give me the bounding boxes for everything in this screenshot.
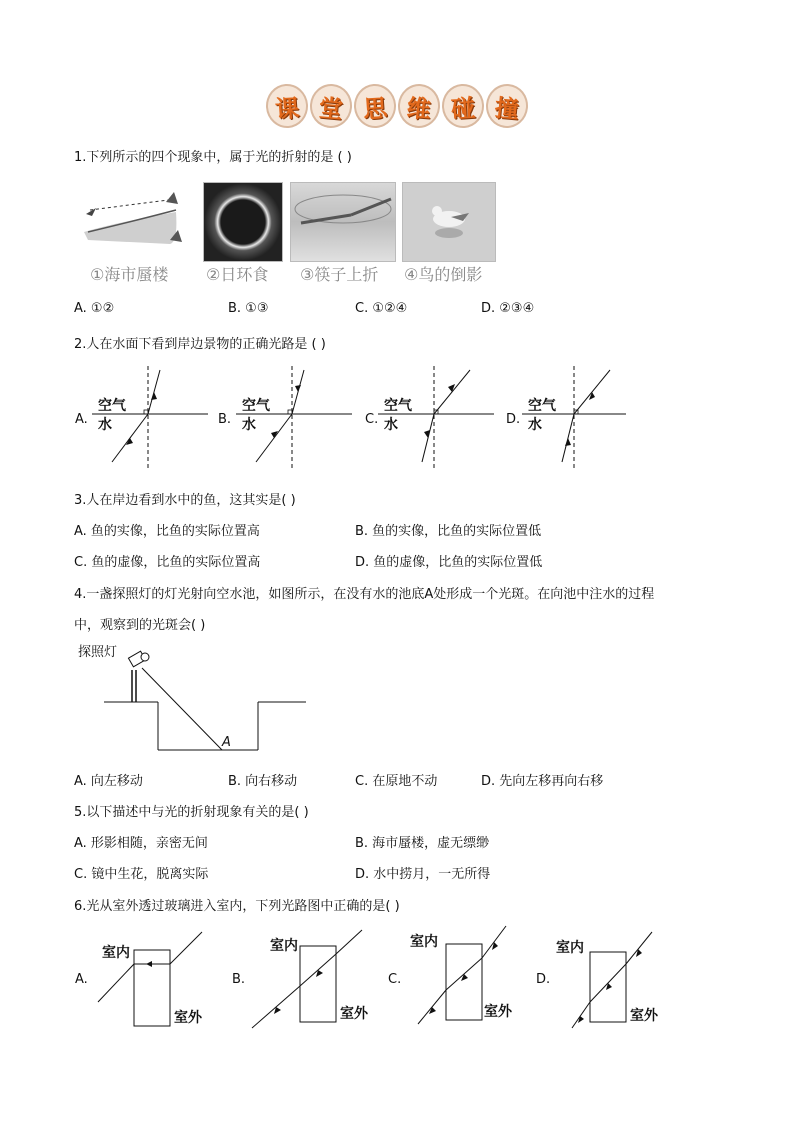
indoor-label: 室内 bbox=[270, 938, 298, 954]
bird-reflection-photo bbox=[402, 182, 496, 262]
title-char: 撞 bbox=[484, 82, 530, 129]
option-c[interactable]: C. 镜中生花，脱离实际 bbox=[74, 867, 209, 882]
air-label: 空气 bbox=[528, 398, 556, 414]
mirage-image bbox=[78, 182, 190, 260]
glass-diagram-c bbox=[408, 924, 538, 1028]
outdoor-label: 室外 bbox=[630, 1008, 658, 1024]
indoor-label: 室内 bbox=[410, 934, 438, 950]
section-title bbox=[266, 84, 528, 128]
option-c[interactable]: C. bbox=[388, 972, 402, 987]
option-d[interactable]: D. 先向左移再向右移 bbox=[481, 774, 604, 789]
option-a[interactable]: A. 向左移动 bbox=[74, 774, 143, 789]
question-6-stem: 6.光从室外透过玻璃进入室内，下列光路图中正确的是( ) bbox=[74, 899, 400, 914]
title-char: 课 bbox=[265, 83, 310, 130]
title-char: 碰 bbox=[441, 83, 486, 130]
option-a[interactable]: A. ①② bbox=[74, 301, 115, 316]
option-d[interactable]: D. bbox=[506, 412, 521, 427]
indoor-label: 室内 bbox=[102, 945, 130, 961]
image-caption: ④鸟的倒影 bbox=[404, 265, 483, 284]
option-a[interactable]: A. bbox=[75, 412, 88, 427]
point-a-label: A bbox=[222, 735, 231, 750]
question-3-stem: 3.人在岸边看到水中的鱼，这其实是( ) bbox=[74, 493, 296, 508]
water-label: 水 bbox=[528, 417, 542, 433]
question-5-stem: 5.以下描述中与光的折射现象有关的是( ) bbox=[74, 805, 309, 820]
refraction-diagram-a bbox=[92, 366, 212, 470]
option-d[interactable]: D. bbox=[536, 972, 551, 987]
water-label: 水 bbox=[242, 417, 256, 433]
refraction-diagram-c bbox=[378, 366, 498, 470]
option-b[interactable]: B. 向右移动 bbox=[228, 774, 298, 789]
option-b[interactable]: B. 鱼的实像，比鱼的实际位置低 bbox=[355, 524, 542, 539]
option-c[interactable]: C. 在原地不动 bbox=[355, 774, 438, 789]
water-label: 水 bbox=[384, 417, 398, 433]
question-1-stem: 1.下列所示的四个现象中，属于光的折射的是 ( ) bbox=[74, 150, 352, 165]
water-label: 水 bbox=[98, 417, 112, 433]
option-b[interactable]: B. bbox=[232, 972, 246, 987]
air-label: 空气 bbox=[98, 398, 126, 414]
option-d[interactable]: D. 水中捞月，一无所得 bbox=[355, 867, 491, 882]
image-caption: ②日环食 bbox=[206, 265, 269, 284]
outdoor-label: 室外 bbox=[174, 1010, 202, 1026]
option-c[interactable]: C. 鱼的虚像，比鱼的实际位置高 bbox=[74, 555, 261, 570]
searchlight-pool-diagram bbox=[74, 640, 314, 756]
title-char: 堂 bbox=[308, 82, 354, 129]
option-b[interactable]: B. 海市蜃楼，虚无缥缈 bbox=[355, 836, 490, 851]
option-b[interactable]: B. bbox=[218, 412, 232, 427]
outdoor-label: 室外 bbox=[340, 1006, 368, 1022]
option-c[interactable]: C. ①②④ bbox=[355, 301, 408, 316]
option-a[interactable]: A. 形影相随，亲密无间 bbox=[74, 836, 208, 851]
option-c[interactable]: C. bbox=[365, 412, 379, 427]
outdoor-label: 室外 bbox=[484, 1004, 512, 1020]
image-caption: ①海市蜃楼 bbox=[90, 265, 169, 284]
annular-eclipse-photo bbox=[203, 182, 283, 262]
air-label: 空气 bbox=[242, 398, 270, 414]
glass-diagram-a bbox=[94, 932, 224, 1036]
option-a[interactable]: A. 鱼的实像，比鱼的实际位置高 bbox=[74, 524, 260, 539]
searchlight-label: 探照灯 bbox=[78, 645, 118, 660]
title-char: 维 bbox=[396, 82, 442, 129]
title-char: 思 bbox=[353, 83, 398, 130]
option-d[interactable]: D. ②③④ bbox=[481, 301, 535, 316]
refraction-diagram-b bbox=[236, 366, 356, 470]
option-a[interactable]: A. bbox=[75, 972, 88, 987]
chopsticks-in-water-photo bbox=[290, 182, 396, 262]
glass-diagram-d bbox=[554, 930, 684, 1034]
glass-diagram-b bbox=[250, 928, 380, 1032]
option-b[interactable]: B. ①③ bbox=[228, 301, 269, 316]
option-d[interactable]: D. 鱼的虚像，比鱼的实际位置低 bbox=[355, 555, 543, 570]
image-caption: ③筷子上折 bbox=[300, 265, 379, 284]
question-2-stem: 2.人在水面下看到岸边景物的正确光路是 ( ) bbox=[74, 337, 326, 352]
question-4-stem: 4.一盏探照灯的灯光射向空水池，如图所示，在没有水的池底A处形成一个光斑。在向池中注水的过程 bbox=[74, 587, 655, 602]
indoor-label: 室内 bbox=[556, 940, 584, 956]
air-label: 空气 bbox=[384, 398, 412, 414]
question-4-stem-continued: 中，观察到的光斑会( ) bbox=[74, 618, 206, 633]
refraction-diagram-d bbox=[522, 366, 642, 470]
